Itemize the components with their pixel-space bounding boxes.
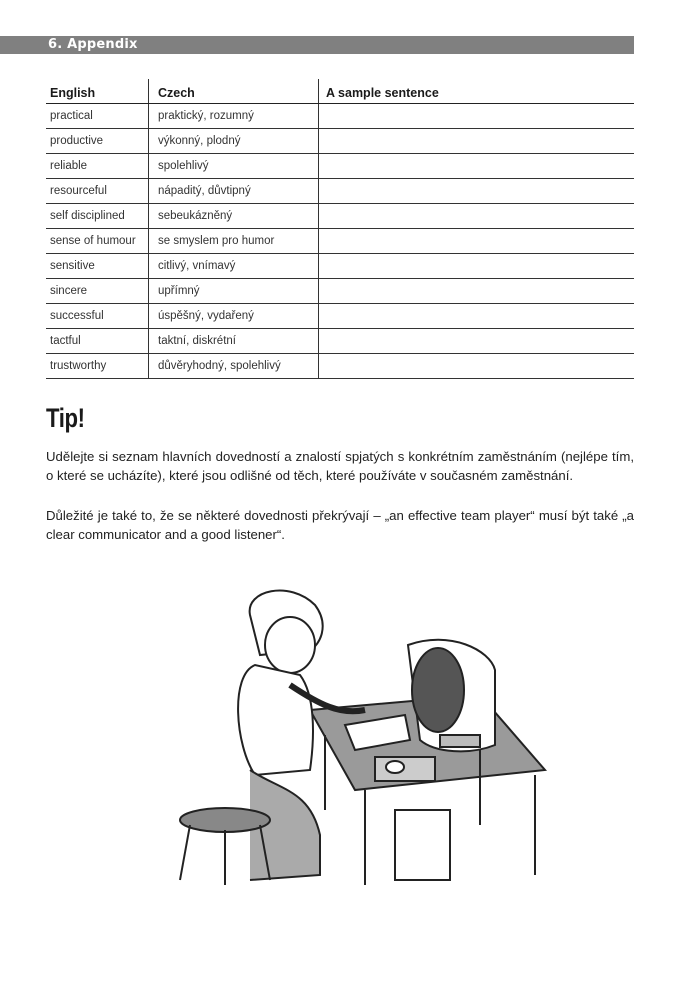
cell-sentence xyxy=(319,204,635,229)
cell-czech: nápaditý, důvtipný xyxy=(149,179,319,204)
table-row xyxy=(46,304,634,329)
tip-paragraph: Důležité je také to, že se některé dovednosti překrývají – „an effective team player“ musí být také „a clear communicator and a good listener“. xyxy=(46,508,634,542)
cell-english: sincere xyxy=(46,279,149,304)
table-header-row xyxy=(46,79,634,104)
vocabulary-table xyxy=(46,79,634,379)
column-header-english: English xyxy=(46,79,149,104)
cell-czech: taktní, diskrétní xyxy=(149,329,319,354)
monitor-screen xyxy=(412,648,464,732)
cell-english: successful xyxy=(46,304,149,329)
cell-sentence xyxy=(319,179,635,204)
cell-sentence xyxy=(319,129,635,154)
table-row xyxy=(46,204,634,229)
cell-czech: výkonný, plodný xyxy=(149,129,319,154)
table-row xyxy=(46,229,634,254)
cell-sentence xyxy=(319,254,635,279)
cell-sentence xyxy=(319,154,635,179)
cell-english: resourceful xyxy=(46,179,149,204)
cell-sentence xyxy=(319,329,635,354)
cell-english: sense of humour xyxy=(46,229,149,254)
computer-tower xyxy=(395,810,450,880)
cell-czech: sebeukázněný xyxy=(149,204,319,229)
table-row xyxy=(46,129,634,154)
cell-czech: upřímný xyxy=(149,279,319,304)
person-head xyxy=(265,617,315,673)
illustration-person-at-computer xyxy=(150,575,550,905)
column-header-czech: Czech xyxy=(149,79,319,104)
cell-sentence xyxy=(319,104,635,129)
cell-czech: spolehlivý xyxy=(149,154,319,179)
person-torso xyxy=(238,665,313,775)
column-header-sentence: A sample sentence xyxy=(319,79,635,104)
cell-czech: praktický, rozumný xyxy=(149,104,319,129)
stool xyxy=(180,808,270,832)
cell-english: practical xyxy=(46,104,149,129)
table-row xyxy=(46,179,634,204)
cell-czech: úspěšný, vydařený xyxy=(149,304,319,329)
cell-english: trustworthy xyxy=(46,354,149,379)
cell-english: reliable xyxy=(46,154,149,179)
table-row xyxy=(46,154,634,179)
mouse xyxy=(386,761,404,773)
cell-english: tactful xyxy=(46,329,149,354)
cell-sentence xyxy=(319,279,635,304)
table-row xyxy=(46,279,634,304)
table-row xyxy=(46,254,634,279)
mouse-pad xyxy=(375,757,435,781)
table-row xyxy=(46,329,634,354)
cell-sentence xyxy=(319,229,635,254)
tip-heading: Tip! xyxy=(46,403,85,433)
tip-paragraph: Udělejte si seznam hlavních dovedností a znalostí spjatých s konkrétním zaměstnáním (nejlépe tím, o které se ucházíte), které jsou odlišné od těch, které používáte v současném zaměstnání. xyxy=(46,449,634,483)
section-title: 6. Appendix xyxy=(48,37,138,52)
cell-czech: důvěryhodný, spolehlivý xyxy=(149,354,319,379)
cell-sentence xyxy=(319,304,635,329)
table-row xyxy=(46,104,634,129)
cell-sentence xyxy=(319,354,635,379)
cell-english: sensitive xyxy=(46,254,149,279)
section-header-bar xyxy=(0,36,634,54)
cell-english: productive xyxy=(46,129,149,154)
cell-czech: citlivý, vnímavý xyxy=(149,254,319,279)
cell-english: self disciplined xyxy=(46,204,149,229)
cell-czech: se smyslem pro humor xyxy=(149,229,319,254)
table-row xyxy=(46,354,634,379)
